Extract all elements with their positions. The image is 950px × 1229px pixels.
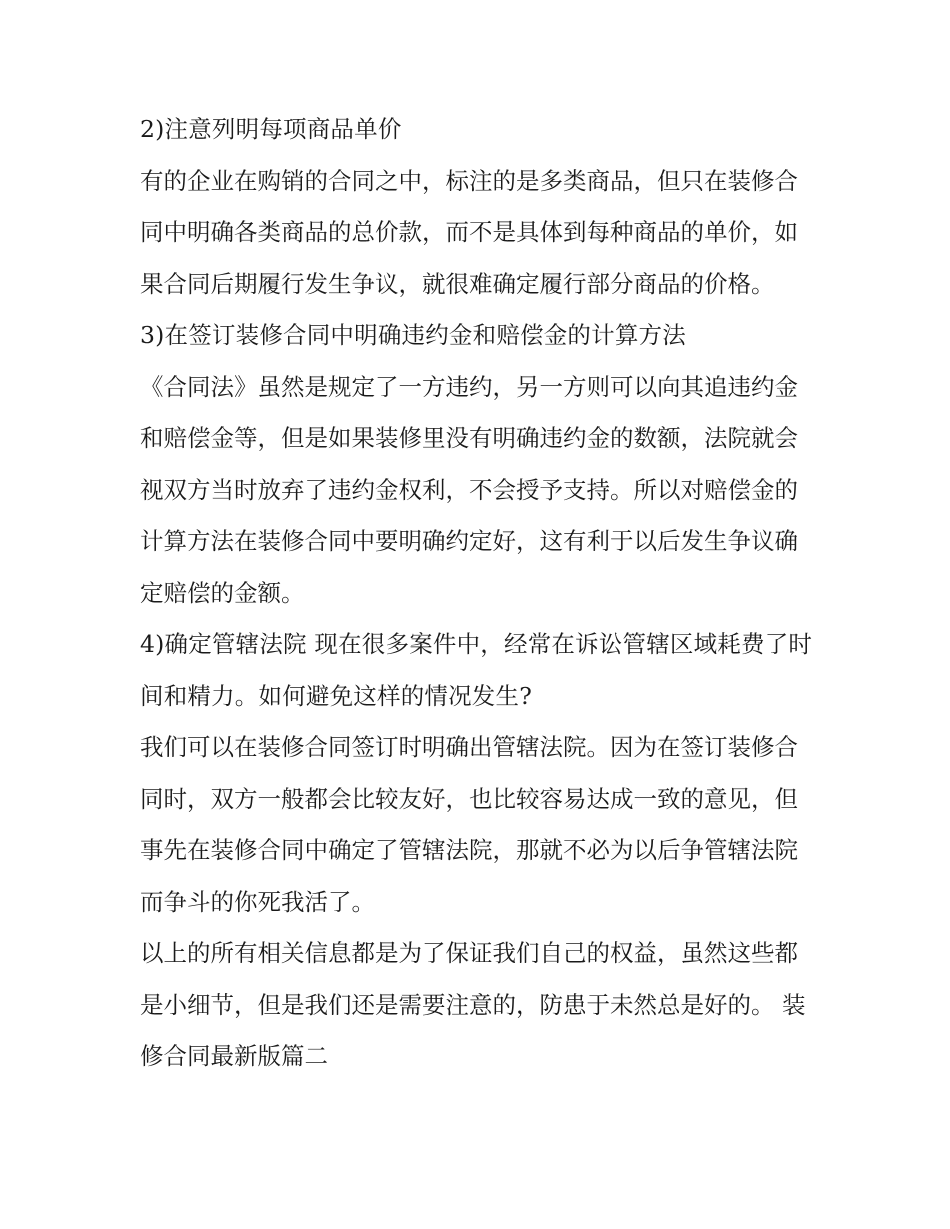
section-heading-jurisdiction: 4)确定管辖法院 现在很多案件中，经常在诉讼管辖区域耗费了时间和精力。如何避免这样的情况发生? xyxy=(140,630,813,710)
section-heading-unit-price: 2)注意列明每项商品单价 xyxy=(140,115,402,143)
document-body xyxy=(140,104,820,1083)
paragraph-penalty: 《合同法》虽然是规定了一方违约，另一方则可以向其追违约金和赔偿金等，但是如果装修里没有明确违约金的数额，法院就会视双方当时放弃了违约金权利，不会授予支持。所以对赔偿金的计算方法在装修合同中要明确约定好，这有利于以后发生争议确定赔偿的金额。 xyxy=(140,372,798,607)
paragraph-conclusion: 以上的所有相关信息都是为了保证我们自己的权益，虽然这些都是小细节，但是我们还是需要注意的，防患于未然总是好的。 装修合同最新版篇二 xyxy=(140,939,806,1070)
paragraph-jurisdiction: 我们可以在装修合同签订时明确出管辖法院。因为在签订装修合同时，双方一般都会比较友好，也比较容易达成一致的意见，但事先在装修合同中确定了管辖法院，那就不必为以后争管辖法院而争斗的你死我活了。 xyxy=(140,733,798,916)
paragraph-unit-price: 有的企业在购销的合同之中，标注的是多类商品，但只在装修合同中明确各类商品的总价款，而不是具体到每种商品的单价，如果合同后期履行发生争议，就很难确定履行部分商品的价格。 xyxy=(140,166,798,298)
section-heading-penalty: 3)在签订装修合同中明确违约金和赔偿金的计算方法 xyxy=(140,321,686,349)
